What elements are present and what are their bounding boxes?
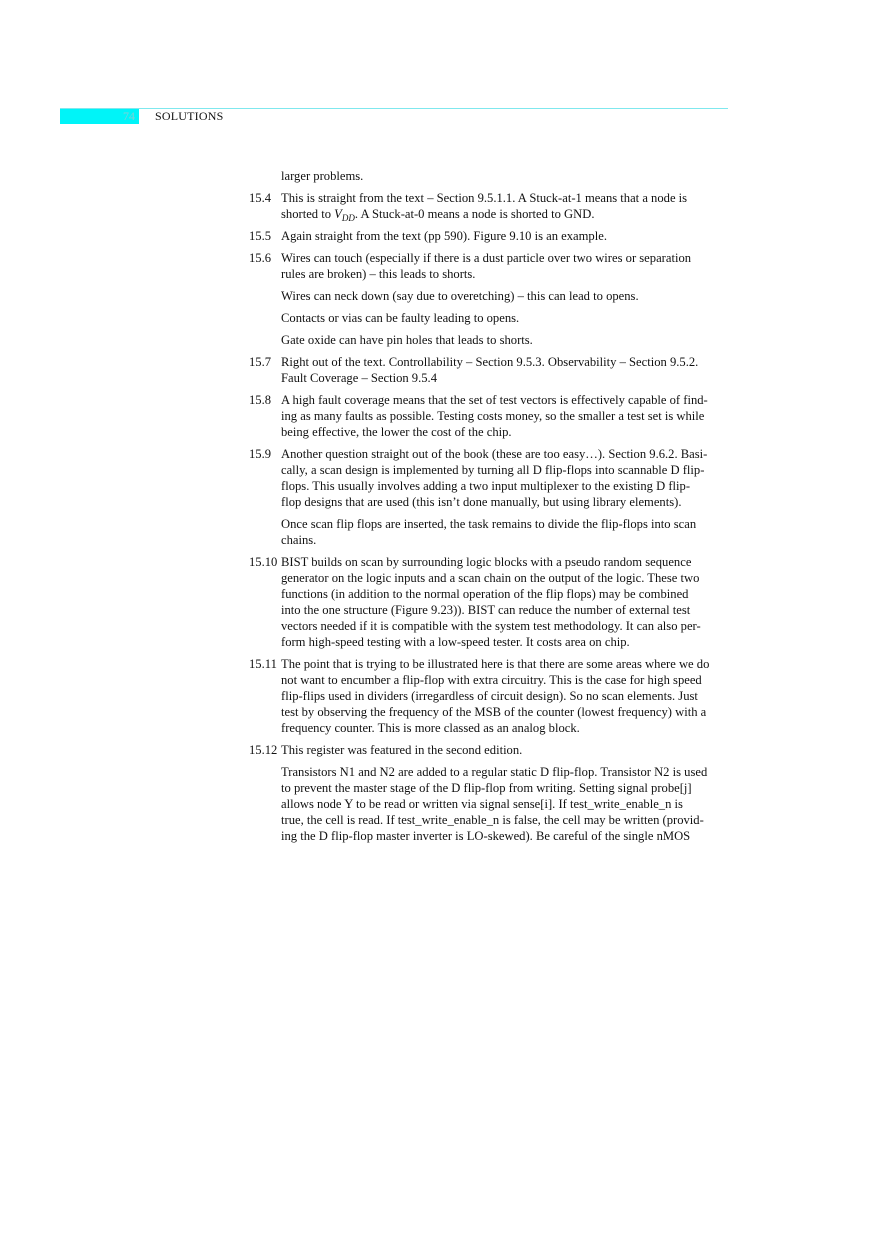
solution-number: 15.10: [249, 555, 278, 569]
document-body: [249, 168, 729, 844]
text-line: form high-speed testing with a low-speed tester. It costs area on chip.: [281, 635, 630, 649]
text-line: true, the cell is read. If test_write_enable_n is false, the cell may be written (provid-: [281, 813, 704, 827]
solution-number: 15.6: [249, 251, 272, 265]
solution-number: 15.9: [249, 447, 272, 461]
text-line: BIST builds on scan by surrounding logic blocks with a pseudo random sequence: [281, 555, 692, 569]
solution-item: [249, 392, 729, 440]
text-line: to prevent the master stage of the D flip-flop from writing. Setting signal probe[j]: [281, 781, 692, 795]
running-header-title: SOLUTIONS: [155, 109, 224, 123]
text-line: Wires can touch (especially if there is a dust particle over two wires or separation: [281, 251, 692, 265]
text-line: Transistors N1 and N2 are added to a regular static D flip-flop. Transistor N2 is used: [281, 765, 708, 779]
text-line: vectors needed if it is compatible with the system test methodology. It can also per-: [281, 619, 701, 633]
solution-number: 15.5: [249, 229, 272, 243]
page-number: 74: [123, 109, 135, 123]
text-line: Again straight from the text (pp 590). Figure 9.10 is an example.: [281, 229, 607, 243]
text-line: ing the D flip-flop master inverter is LO-skewed). Be careful of the single nMOS: [281, 829, 691, 843]
solution-number: 15.4: [249, 191, 272, 205]
text-line: Right out of the text. Controllability – Section 9.5.3. Observability – Section 9.5.2.: [281, 355, 699, 369]
solution-item: [249, 354, 729, 386]
text-line: not want to encumber a flip-flop with extra circuitry. This is the case for high speed: [281, 673, 702, 687]
paragraph: [249, 332, 729, 348]
solution-item: [249, 742, 729, 758]
text-line: test by observing the frequency of the MSB of the counter (lowest frequency) with a: [281, 705, 707, 719]
text-line: allows node Y to be read or written via signal sense[i]. If test_write_enable_n is: [281, 797, 683, 811]
paragraph: [249, 516, 729, 548]
text-line: larger problems.: [281, 169, 364, 183]
solution-item: [249, 228, 729, 244]
text-line: ing as many faults as possible. Testing costs money, so the smaller a test set is while: [281, 409, 705, 423]
text-line: Another question straight out of the book (these are too easy…). Section 9.6.2. Basi-: [281, 447, 708, 461]
text-line: The point that is trying to be illustrated here is that there are some areas where we do: [281, 657, 710, 671]
solution-item: [249, 446, 729, 510]
solution-item: [249, 190, 729, 222]
text-line: chains.: [281, 533, 317, 547]
text-line: A high fault coverage means that the set of test vectors is effectively capable of find-: [281, 393, 708, 407]
text-line: Gate oxide can have pin holes that leads to shorts.: [281, 333, 533, 347]
page-number-tab: [60, 109, 139, 124]
text-line: Once scan flip flops are inserted, the task remains to divide the flip-flops into scan: [281, 517, 697, 531]
solution-item: [249, 250, 729, 282]
text-line: flip-flips used in dividers (irregardless of circuit design). So no scan elements. Just: [281, 689, 698, 703]
solution-number: 15.12: [249, 743, 278, 757]
solution-number: 15.8: [249, 393, 272, 407]
solution-item: [249, 554, 729, 650]
paragraph: [249, 310, 729, 326]
text-line: Fault Coverage – Section 9.5.4: [281, 371, 437, 385]
paragraph: [249, 764, 729, 844]
text-line: This is straight from the text – Section 9.5.1.1. A Stuck-at-1 means that a node is: [281, 191, 688, 205]
text-line: Contacts or vias can be faulty leading to opens.: [281, 311, 520, 325]
text-line: Wires can neck down (say due to overetching) – this can lead to opens.: [281, 289, 639, 303]
paragraph: [249, 168, 729, 184]
text-line: being effective, the lower the cost of the chip.: [281, 425, 512, 439]
text-line: flop designs that are used (this isn’t done manually, but using library elements).: [281, 495, 682, 509]
solution-number: 15.7: [249, 355, 272, 369]
text-line: shorted to $V_{DD}$. A Stuck-at-0 means a node is shorted to GND.: [281, 207, 595, 223]
text-line: frequency counter. This is more classed as an analog block.: [281, 721, 580, 735]
text-line: into the one structure (Figure 9.23)). BIST can reduce the number of external test: [281, 603, 691, 617]
text-line: This register was featured in the second edition.: [281, 743, 523, 757]
text-line: generator on the logic inputs and a scan chain on the output of the logic. These two: [281, 571, 700, 585]
text-line: flops. This usually involves adding a two input multiplexer to the existing D flip-: [281, 479, 691, 493]
text-line: rules are broken) – this leads to shorts.: [281, 267, 476, 281]
solution-item: [249, 656, 729, 736]
solution-number: 15.11: [249, 657, 277, 671]
text-line: functions (in addition to the normal operation of the flip flops) may be combined: [281, 587, 689, 601]
paragraph: [249, 288, 729, 304]
text-line: cally, a scan design is implemented by turning all D flip-flops into scannable D flip-: [281, 463, 705, 477]
